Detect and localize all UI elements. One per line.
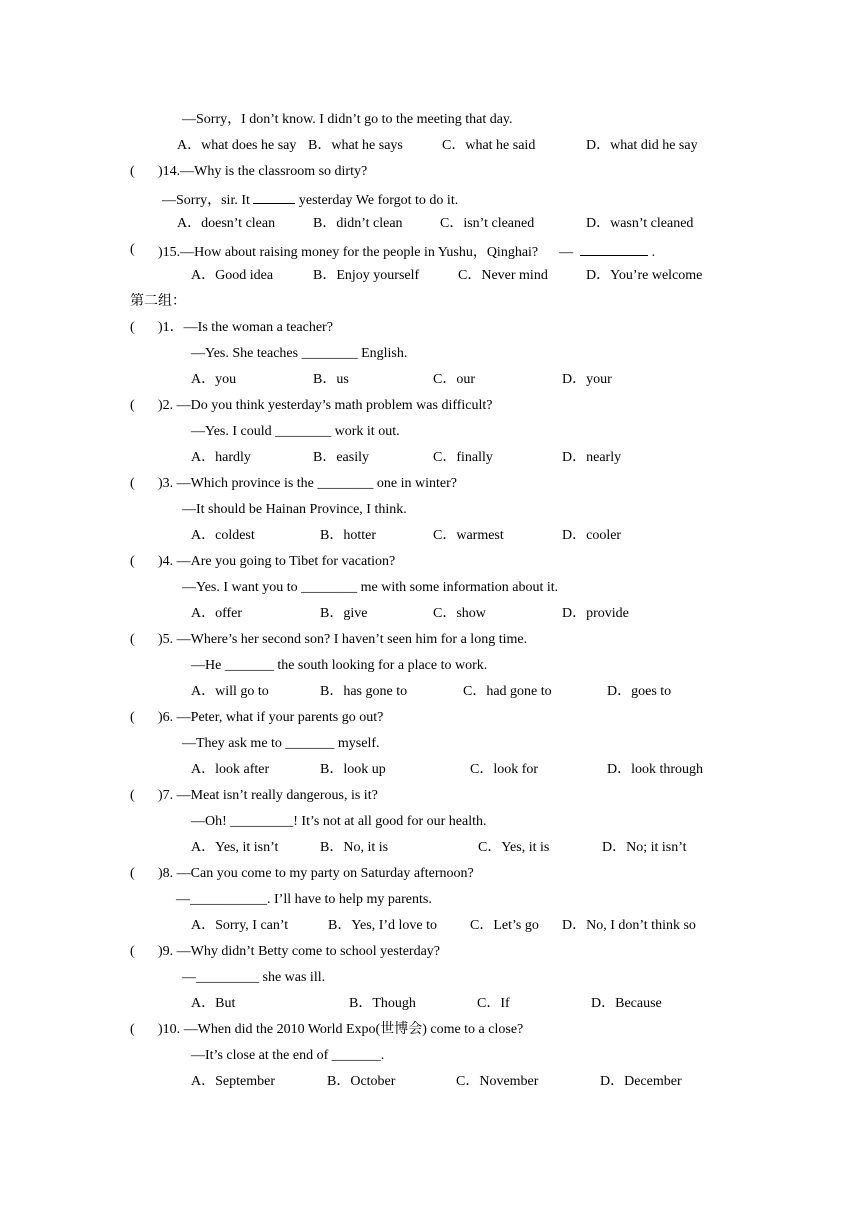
answer-option[interactable]: A．Good idea xyxy=(191,268,274,283)
answer-paren: ( xyxy=(130,788,135,803)
answer-option[interactable]: B．easily xyxy=(313,450,369,465)
answer-blank[interactable] xyxy=(253,189,295,204)
question-text-after: yesterday We forgot to do it. xyxy=(295,193,459,208)
question-line xyxy=(158,709,383,727)
question-text: )3. —Which province is the ________ one in winter? xyxy=(158,476,457,491)
answer-option[interactable]: C．Never mind xyxy=(458,268,548,283)
answer-paren: ( xyxy=(130,710,135,725)
question-text: —Yes. I want you to ________ me with some information about it. xyxy=(182,580,559,595)
answer-option[interactable]: D．cooler xyxy=(562,528,622,543)
answer-option[interactable]: C．isn’t cleaned xyxy=(440,216,535,231)
question-text: —Yes. She teaches ________ English. xyxy=(191,346,408,361)
answer-option[interactable]: B．give xyxy=(320,606,368,621)
answer-option[interactable]: B．Though xyxy=(349,996,416,1011)
answer-option[interactable]: D．your xyxy=(562,372,612,387)
question-line xyxy=(158,1021,523,1039)
answer-paren: ( xyxy=(130,1022,135,1037)
question-line xyxy=(158,475,457,493)
question-line xyxy=(158,631,527,649)
question-line xyxy=(191,345,407,363)
question-line xyxy=(158,397,493,415)
question-text: )1．—Is the woman a teacher? xyxy=(158,320,333,335)
answer-option[interactable]: D．December xyxy=(600,1074,682,1089)
answer-option[interactable]: D．look through xyxy=(607,762,704,777)
answer-option[interactable]: A．offer xyxy=(191,606,243,621)
answer-option[interactable]: B．Yes, I’d love to xyxy=(328,918,438,933)
question-line xyxy=(191,423,400,441)
question-text: 第二组： xyxy=(130,294,186,309)
question-text: )7. —Meat isn’t really dangerous, is it? xyxy=(158,788,378,803)
answer-paren: ( xyxy=(130,632,135,647)
question-text: )14.—Why is the classroom so dirty? xyxy=(158,164,368,179)
answer-option[interactable]: B．October xyxy=(327,1074,396,1089)
answer-option[interactable]: C．finally xyxy=(433,450,493,465)
answer-option[interactable]: D．No; it isn’t xyxy=(602,840,687,855)
question-text: —Yes. I could ________ work it out. xyxy=(191,424,400,439)
question-text-after: . xyxy=(648,245,656,260)
question-line xyxy=(162,189,458,210)
question-text: )15.—How about raising money for the people in Yushu，Qinghai? — xyxy=(158,245,581,260)
question-text: )5. —Where’s her second son? I haven’t seen him for a long time. xyxy=(158,632,528,647)
answer-option[interactable]: C．our xyxy=(433,372,475,387)
question-line xyxy=(158,787,378,805)
question-line xyxy=(158,943,440,961)
question-text: —He _______ the south looking for a place to work. xyxy=(191,658,488,673)
answer-option[interactable]: C．had gone to xyxy=(463,684,552,699)
question-text: —Oh! _________! It’s not at all good for our health. xyxy=(191,814,487,829)
question-line xyxy=(176,891,432,909)
answer-option[interactable]: A．doesn’t clean xyxy=(177,216,276,231)
answer-blank[interactable] xyxy=(580,241,648,256)
answer-option[interactable]: D．You’re welcome xyxy=(586,268,703,283)
answer-paren: ( xyxy=(130,554,135,569)
answer-option[interactable]: C．warmest xyxy=(433,528,504,543)
question-line xyxy=(182,579,558,597)
question-line xyxy=(191,1047,384,1065)
answer-option[interactable]: A．Yes, it isn’t xyxy=(191,840,279,855)
answer-option[interactable]: A．hardly xyxy=(191,450,251,465)
answer-paren: ( xyxy=(130,164,135,179)
answer-option[interactable]: C．what he said xyxy=(442,138,536,153)
answer-option[interactable]: D．Because xyxy=(591,996,662,1011)
answer-paren: ( xyxy=(130,242,135,257)
answer-option[interactable]: D．wasn’t cleaned xyxy=(586,216,694,231)
answer-option[interactable]: A．what does he say xyxy=(177,138,297,153)
question-text: —Sorry，I don’t know. I didn’t go to the meeting that day. xyxy=(182,112,513,127)
answer-option[interactable]: B．us xyxy=(313,372,349,387)
question-text: )2. —Do you think yesterday’s math problem was difficult? xyxy=(158,398,493,413)
question-line xyxy=(158,163,367,181)
question-text: —___________. I’ll have to help my parents. xyxy=(176,892,432,907)
question-line xyxy=(158,241,655,262)
answer-option[interactable]: A．coldest xyxy=(191,528,255,543)
answer-option[interactable]: B．hotter xyxy=(320,528,376,543)
answer-option[interactable]: B．look up xyxy=(320,762,386,777)
question-line xyxy=(158,319,333,337)
answer-option[interactable]: A．will go to xyxy=(191,684,269,699)
question-line xyxy=(130,293,186,311)
question-line xyxy=(191,657,487,675)
answer-paren: ( xyxy=(130,398,135,413)
answer-option[interactable]: B．what he says xyxy=(308,138,403,153)
answer-option[interactable]: D．goes to xyxy=(607,684,672,699)
answer-option[interactable]: A．But xyxy=(191,996,236,1011)
question-text: )6. —Peter, what if your parents go out? xyxy=(158,710,384,725)
question-text: —They ask me to _______ myself. xyxy=(182,736,380,751)
question-line xyxy=(182,501,407,519)
question-text: )8. —Can you come to my party on Saturday afternoon? xyxy=(158,866,474,881)
question-text: )10. —When did the 2010 World Expo(世博会) come to a close? xyxy=(158,1022,524,1037)
question-text: —Sorry，sir. It xyxy=(162,193,254,208)
answer-option[interactable]: C．Yes, it is xyxy=(478,840,550,855)
answer-paren: ( xyxy=(130,866,135,881)
question-text: —It’s close at the end of _______. xyxy=(191,1048,385,1063)
answer-option[interactable]: D．what did he say xyxy=(586,138,698,153)
answer-option[interactable]: B．Enjoy yourself xyxy=(313,268,420,283)
answer-option[interactable]: A．look after xyxy=(191,762,270,777)
answer-paren: ( xyxy=(130,944,135,959)
question-line xyxy=(158,553,395,571)
answer-option[interactable]: D．No, I don’t think so xyxy=(562,918,696,933)
question-line xyxy=(182,111,513,129)
answer-option[interactable]: B．has gone to xyxy=(320,684,408,699)
answer-option[interactable]: A．you xyxy=(191,372,237,387)
answer-paren: ( xyxy=(130,476,135,491)
answer-option[interactable]: C．If xyxy=(477,996,510,1011)
answer-option[interactable]: C．show xyxy=(433,606,486,621)
question-line xyxy=(182,969,325,987)
answer-option[interactable]: A．September xyxy=(191,1074,275,1089)
answer-paren: ( xyxy=(130,320,135,335)
answer-option[interactable]: B．No, it is xyxy=(320,840,389,855)
question-text: —_________ she was ill. xyxy=(182,970,326,985)
answer-option[interactable]: D．provide xyxy=(562,606,629,621)
answer-option[interactable]: B．didn’t clean xyxy=(313,216,403,231)
question-text: )9. —Why didn’t Betty come to school yesterday? xyxy=(158,944,441,959)
answer-option[interactable]: C．look for xyxy=(470,762,539,777)
answer-option[interactable]: C．Let’s go xyxy=(470,918,539,933)
answer-option[interactable]: A．Sorry, I can’t xyxy=(191,918,289,933)
answer-option[interactable]: D．nearly xyxy=(562,450,622,465)
question-line xyxy=(191,813,487,831)
question-text: )4. —Are you going to Tibet for vacation? xyxy=(158,554,396,569)
answer-option[interactable]: C．November xyxy=(456,1074,539,1089)
question-line xyxy=(158,865,474,883)
question-text: —It should be Hainan Province, I think. xyxy=(182,502,407,517)
question-line xyxy=(182,735,380,753)
